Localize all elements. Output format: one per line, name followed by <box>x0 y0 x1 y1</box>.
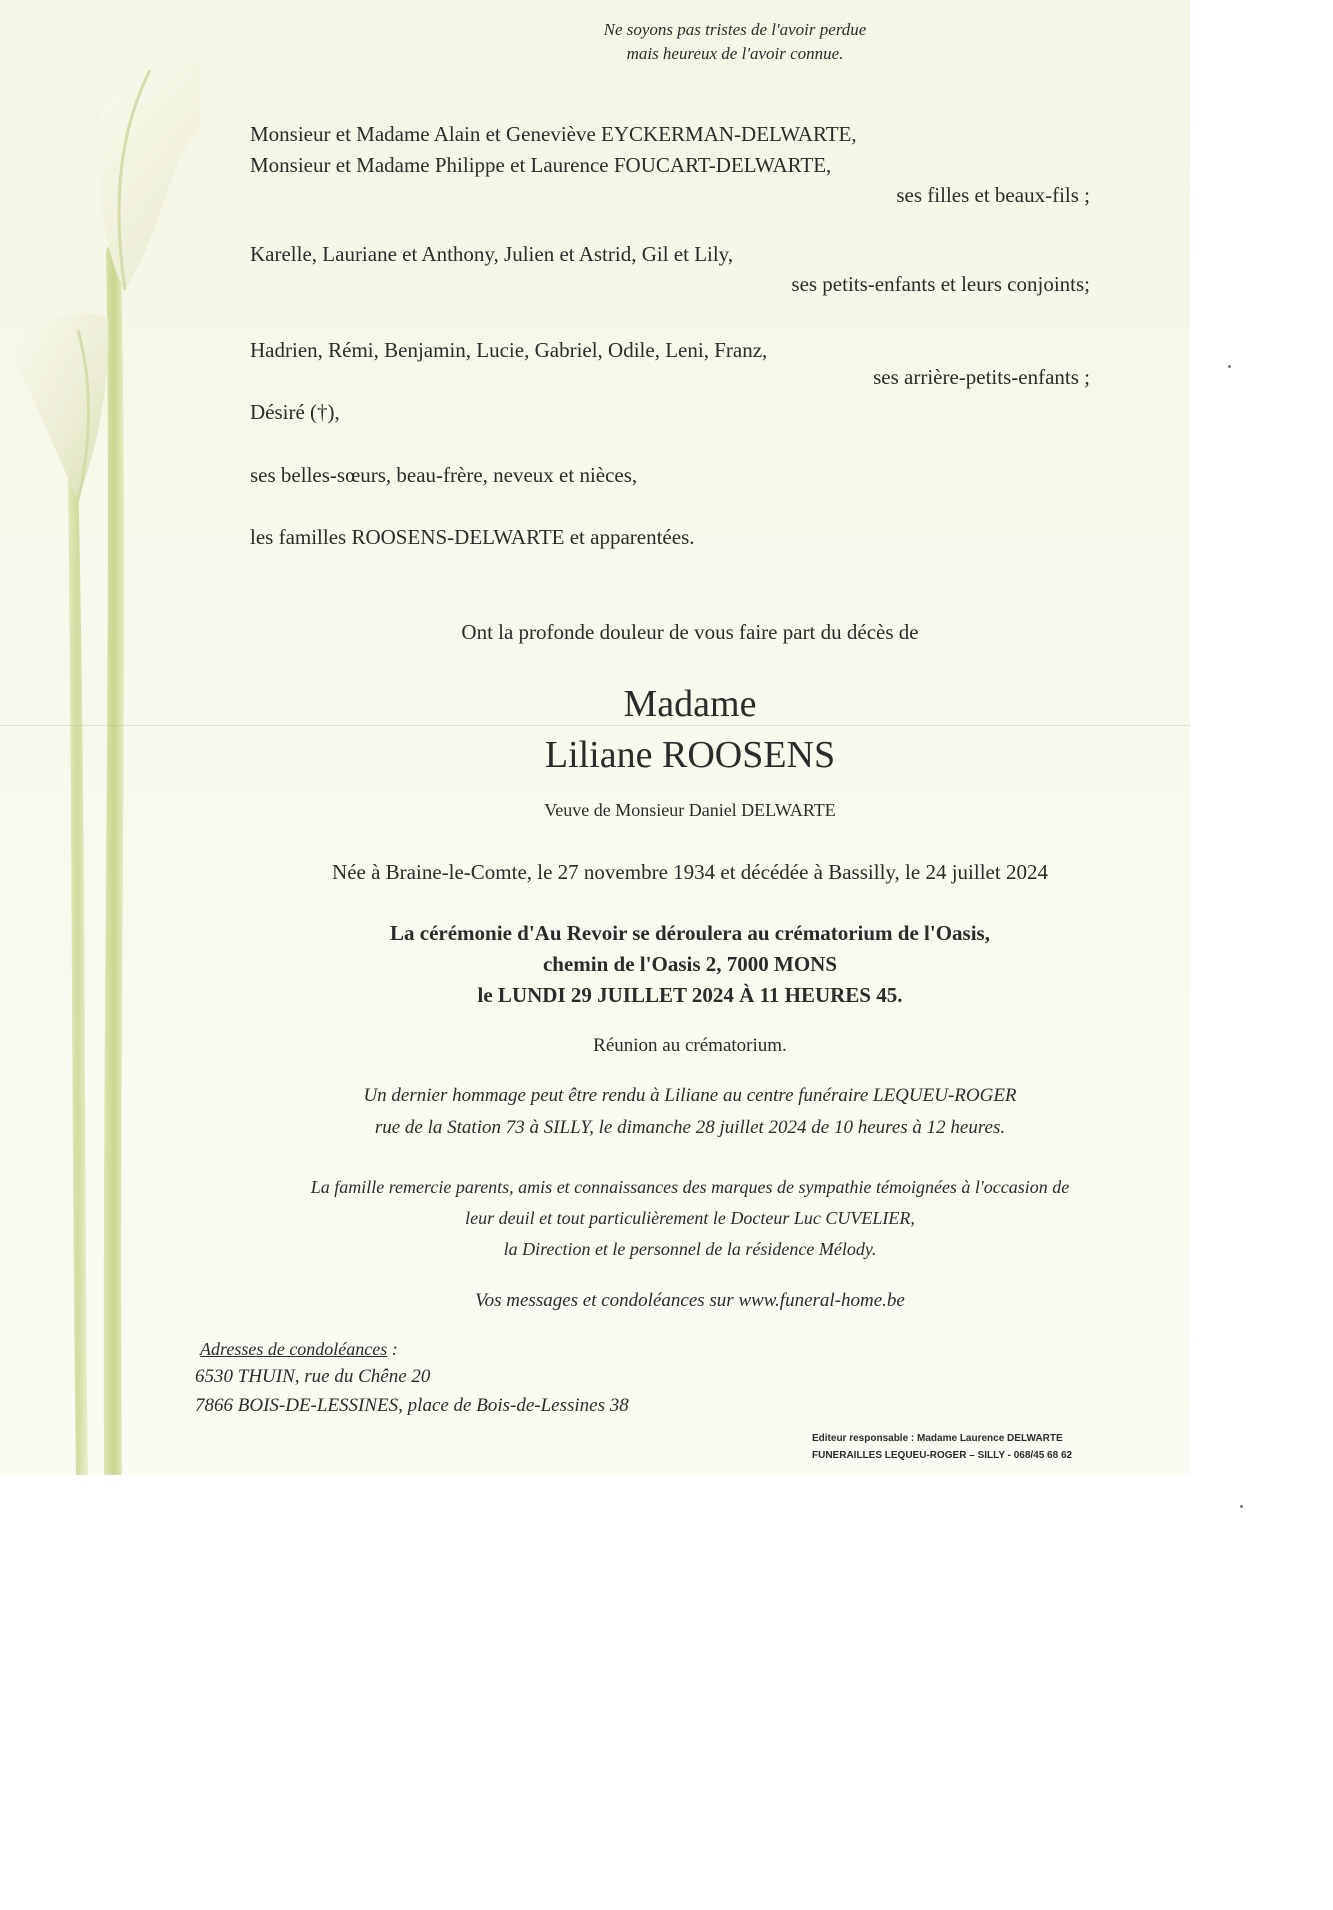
address-bois-de-lessines: 7866 BOIS-DE-LESSINES, place de Bois-de-Lessines 38 <box>195 1395 629 1416</box>
deceased-title: Madame <box>623 683 757 725</box>
ceremony-line-3: le LUNDI 29 JUILLET 2024 À 11 HEURES 45. <box>477 983 903 1007</box>
epigraph-line-2: mais heureux de l'avoir connue. <box>626 44 844 63</box>
deceased-name: Liliane ROOSENS <box>544 734 836 776</box>
thanks-line-1: La famille remercie parents, amis et connaissances des marques de sympathie témoignées à l'occasion de <box>310 1177 1070 1197</box>
addresses-heading <box>200 1339 398 1360</box>
desire-line: Désiré (†), <box>250 400 340 424</box>
family-line-foucart: Monsieur et Madame Philippe et Laurence FOUCART-DELWARTE, <box>250 153 832 177</box>
great-grandchildren-role: ses arrière-petits-enfants ; <box>873 365 1090 389</box>
messages-line: Vos messages et condoléances sur www.funeral-home.be <box>475 1290 905 1311</box>
deceased-widow: Veuve de Monsieur Daniel DELWARTE <box>544 800 836 820</box>
family-role-daughters: ses filles et beaux-fils ; <box>896 183 1090 207</box>
addresses-heading-text: Adresses de condoléances <box>200 1339 388 1359</box>
ceremony-line-1: La cérémonie d'Au Revoir se déroulera au crématorium de l'Oasis, <box>390 921 990 945</box>
deceased-dates: Née à Braine-le-Comte, le 27 novembre 1934 et décédée à Bassilly, le 24 juillet 2024 <box>332 860 1048 884</box>
scan-speck <box>1240 1505 1243 1508</box>
editor-line-1: Editeur responsable : Madame Laurence DELWARTE <box>812 1433 1063 1444</box>
homage-line-1: Un dernier hommage peut être rendu à Liliane au centre funéraire LEQUEU-ROGER <box>363 1085 1017 1106</box>
scan-speck <box>1228 365 1231 368</box>
ceremony-line-2: chemin de l'Oasis 2, 7000 MONS <box>542 952 837 976</box>
grandchildren-role: ses petits-enfants et leurs conjoints; <box>791 272 1090 296</box>
announcement-line: Ont la profonde douleur de vous faire part du décès de <box>461 620 919 644</box>
homage-line-2: rue de la Station 73 à SILLY, le dimanche 28 juillet 2024 de 10 heures à 12 heures. <box>374 1117 1006 1138</box>
address-thuin: 6530 THUIN, rue du Chêne 20 <box>195 1366 431 1387</box>
grandchildren-names: Karelle, Lauriane et Anthony, Julien et Astrid, Gil et Lily, <box>250 242 734 266</box>
thanks-line-3: la Direction et le personnel de la résidence Mélody. <box>503 1239 877 1259</box>
great-grandchildren-names: Hadrien, Rémi, Benjamin, Lucie, Gabriel, Odile, Leni, Franz, <box>250 338 768 362</box>
editor-line-2: FUNERAILLES LEQUEU-ROGER – SILLY - 068/45 68 62 <box>812 1450 1073 1461</box>
calla-lily-illustration <box>0 0 200 1475</box>
epigraph-line-1: Ne soyons pas tristes de l'avoir perdue <box>603 20 867 39</box>
families-line: les familles ROOSENS-DELWARTE et apparentées. <box>250 525 695 549</box>
thanks-line-2: leur deuil et tout particulièrement le Docteur Luc CUVELIER, <box>465 1208 915 1228</box>
family-line-eyckerman: Monsieur et Madame Alain et Geneviève EYCKERMAN-DELWARTE, <box>250 122 857 146</box>
addresses-heading-suffix: : <box>387 1339 398 1359</box>
reunion-line: Réunion au crématorium. <box>593 1035 787 1056</box>
in-laws-line: ses belles-sœurs, beau-frère, neveux et nièces, <box>250 463 638 487</box>
